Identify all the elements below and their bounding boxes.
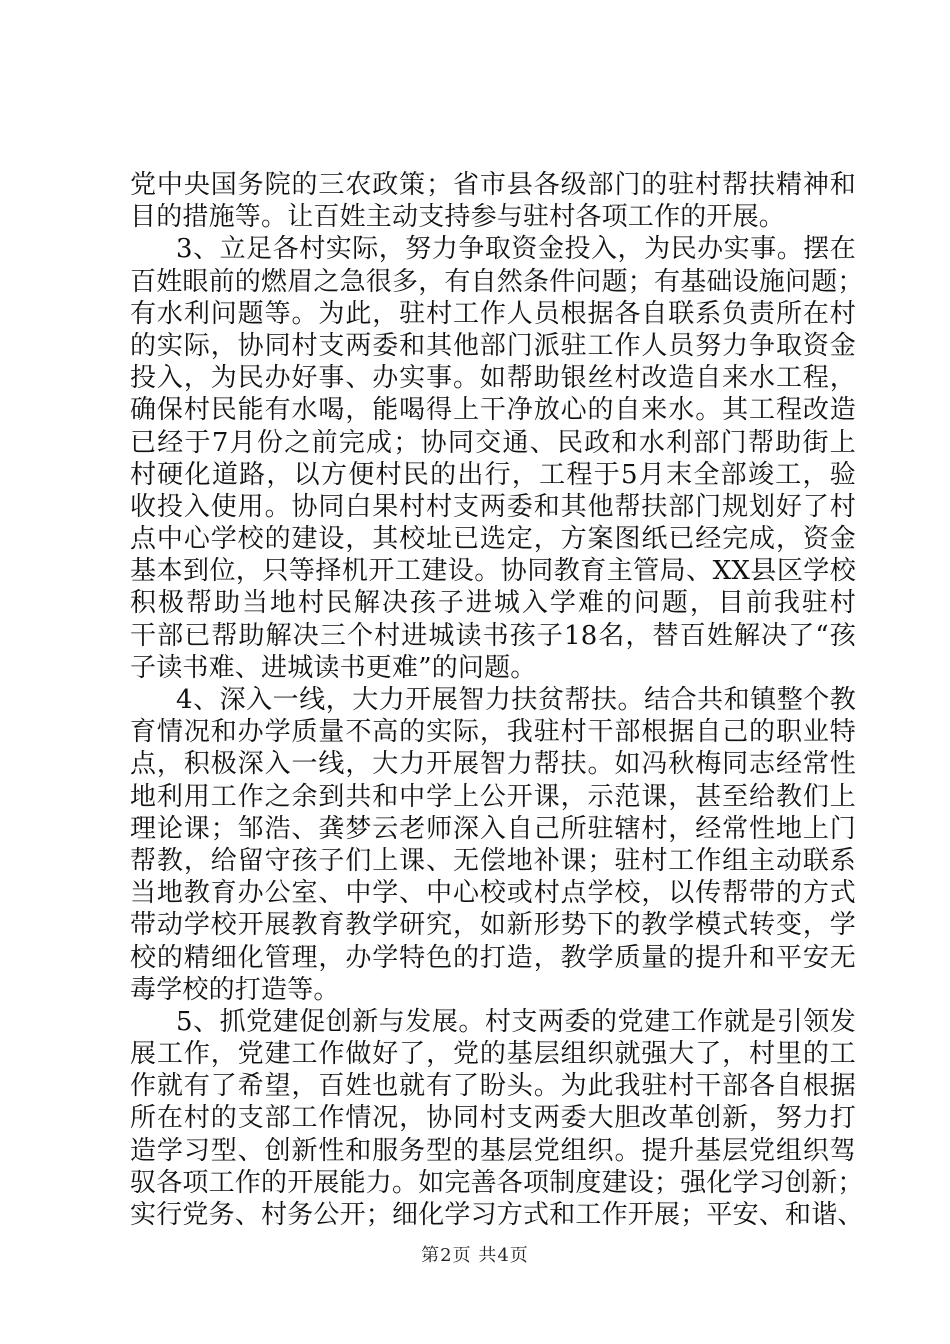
text-line: 理论课；邹浩、龚梦云老师深入自己所驻辖村，经常性地上门 — [130, 813, 856, 844]
text-line: 实行党务、村务公开；细化学习方式和工作开展；平安、和谐、 — [130, 1200, 864, 1230]
text-line: 子读书难、进城读书更难”的问题。 — [130, 652, 537, 683]
text-line: 基本到位，只等择机开工建设。协同教育主管局、XX县区学校 — [130, 556, 856, 587]
text-line: 作就有了希望，百姓也就有了盼头。为此我驻村干部各自根据 — [130, 1071, 856, 1102]
text-line: 目的措施等。让百姓主动支持参与驻村各项工作的开展。 — [130, 202, 786, 233]
text-line: 有水利问题等。为此，驻村工作人员根据各自联系负责所在村 — [130, 298, 856, 329]
paragraph-first-line: 3、立足各村实际，努力争取资金投入，为民办实事。摆在 — [176, 234, 856, 265]
paragraph-first-line: 4、深入一线，大力开展智力扶贫帮扶。结合共和镇整个教 — [176, 685, 856, 715]
text-line: 毒学校的打造等。 — [130, 974, 340, 1005]
text-line: 村硬化道路，以方便村民的出行，工程于5月末全部竣工，验 — [130, 459, 856, 490]
text-line: 积极帮助当地村民解决孩子进城入学难的问题，目前我驻村 — [130, 588, 856, 619]
text-line: 点中心学校的建设，其校址已选定，方案图纸已经完成，资金 — [130, 524, 856, 555]
paragraph-first-line: 5、抓党建促创新与发展。村支两委的党建工作就是引领发 — [176, 1006, 856, 1037]
text-line: 育情况和办学质量不高的实际，我驻村干部根据自己的职业特 — [130, 717, 856, 748]
text-line: 帮教，给留守孩子们上课、无偿地补课；驻村工作组主动联系 — [130, 845, 856, 876]
text-line: 收投入使用。协同白果村村支两委和其他帮扶部门规划好了村 — [130, 491, 856, 522]
text-line: 投入，为民办好事、办实事。如帮助银丝村改造自来水工程， — [130, 363, 856, 394]
text-line: 百姓眼前的燃眉之急很多，有自然条件问题；有基础设施问题； — [130, 266, 864, 297]
text-line: 党中央国务院的三农政策；省市县各级部门的驻村帮扶精神和 — [130, 170, 856, 200]
text-line: 已经于7月份之前完成；协同交通、民政和水利部门帮助街上 — [130, 427, 856, 458]
page-number-footer: 第2页 共4页 — [421, 1245, 529, 1266]
text-line: 带动学校开展教育教学研究，如新形势下的教学模式转变，学 — [130, 910, 856, 941]
text-line: 点，积极深入一线，大力开展智力帮扶。如冯秋梅同志经常性 — [130, 749, 856, 780]
text-line: 的实际，协同村支两委和其他部门派驻工作人员努力争取资金 — [130, 330, 856, 361]
text-line: 干部已帮助解决三个村进城读书孩子18名，替百姓解决了“孩 — [130, 620, 856, 651]
text-line: 当地教育办公室、中学、中心校或村点学校，以传帮带的方式 — [130, 878, 856, 909]
text-line: 所在村的支部工作情况，协同村支两委大胆改革创新，努力打 — [130, 1103, 856, 1134]
text-line: 地利用工作之余到共和中学上公开课，示范课，甚至给教们上 — [130, 781, 856, 812]
document-body — [130, 169, 864, 1231]
text-line: 驭各项工作的开展能力。如完善各项制度建设；强化学习创新； — [130, 1167, 864, 1198]
text-line: 展工作，党建工作做好了，党的基层组织就强大了，村里的工 — [130, 1039, 856, 1070]
text-line: 确保村民能有水喝，能喝得上干净放心的自来水。其工程改造 — [130, 395, 856, 426]
text-line: 造学习型、创新性和服务型的基层党组织。提升基层党组织驾 — [130, 1135, 856, 1166]
text-line: 校的精细化管理，办学特色的打造，教学质量的提升和平安无 — [130, 942, 856, 973]
